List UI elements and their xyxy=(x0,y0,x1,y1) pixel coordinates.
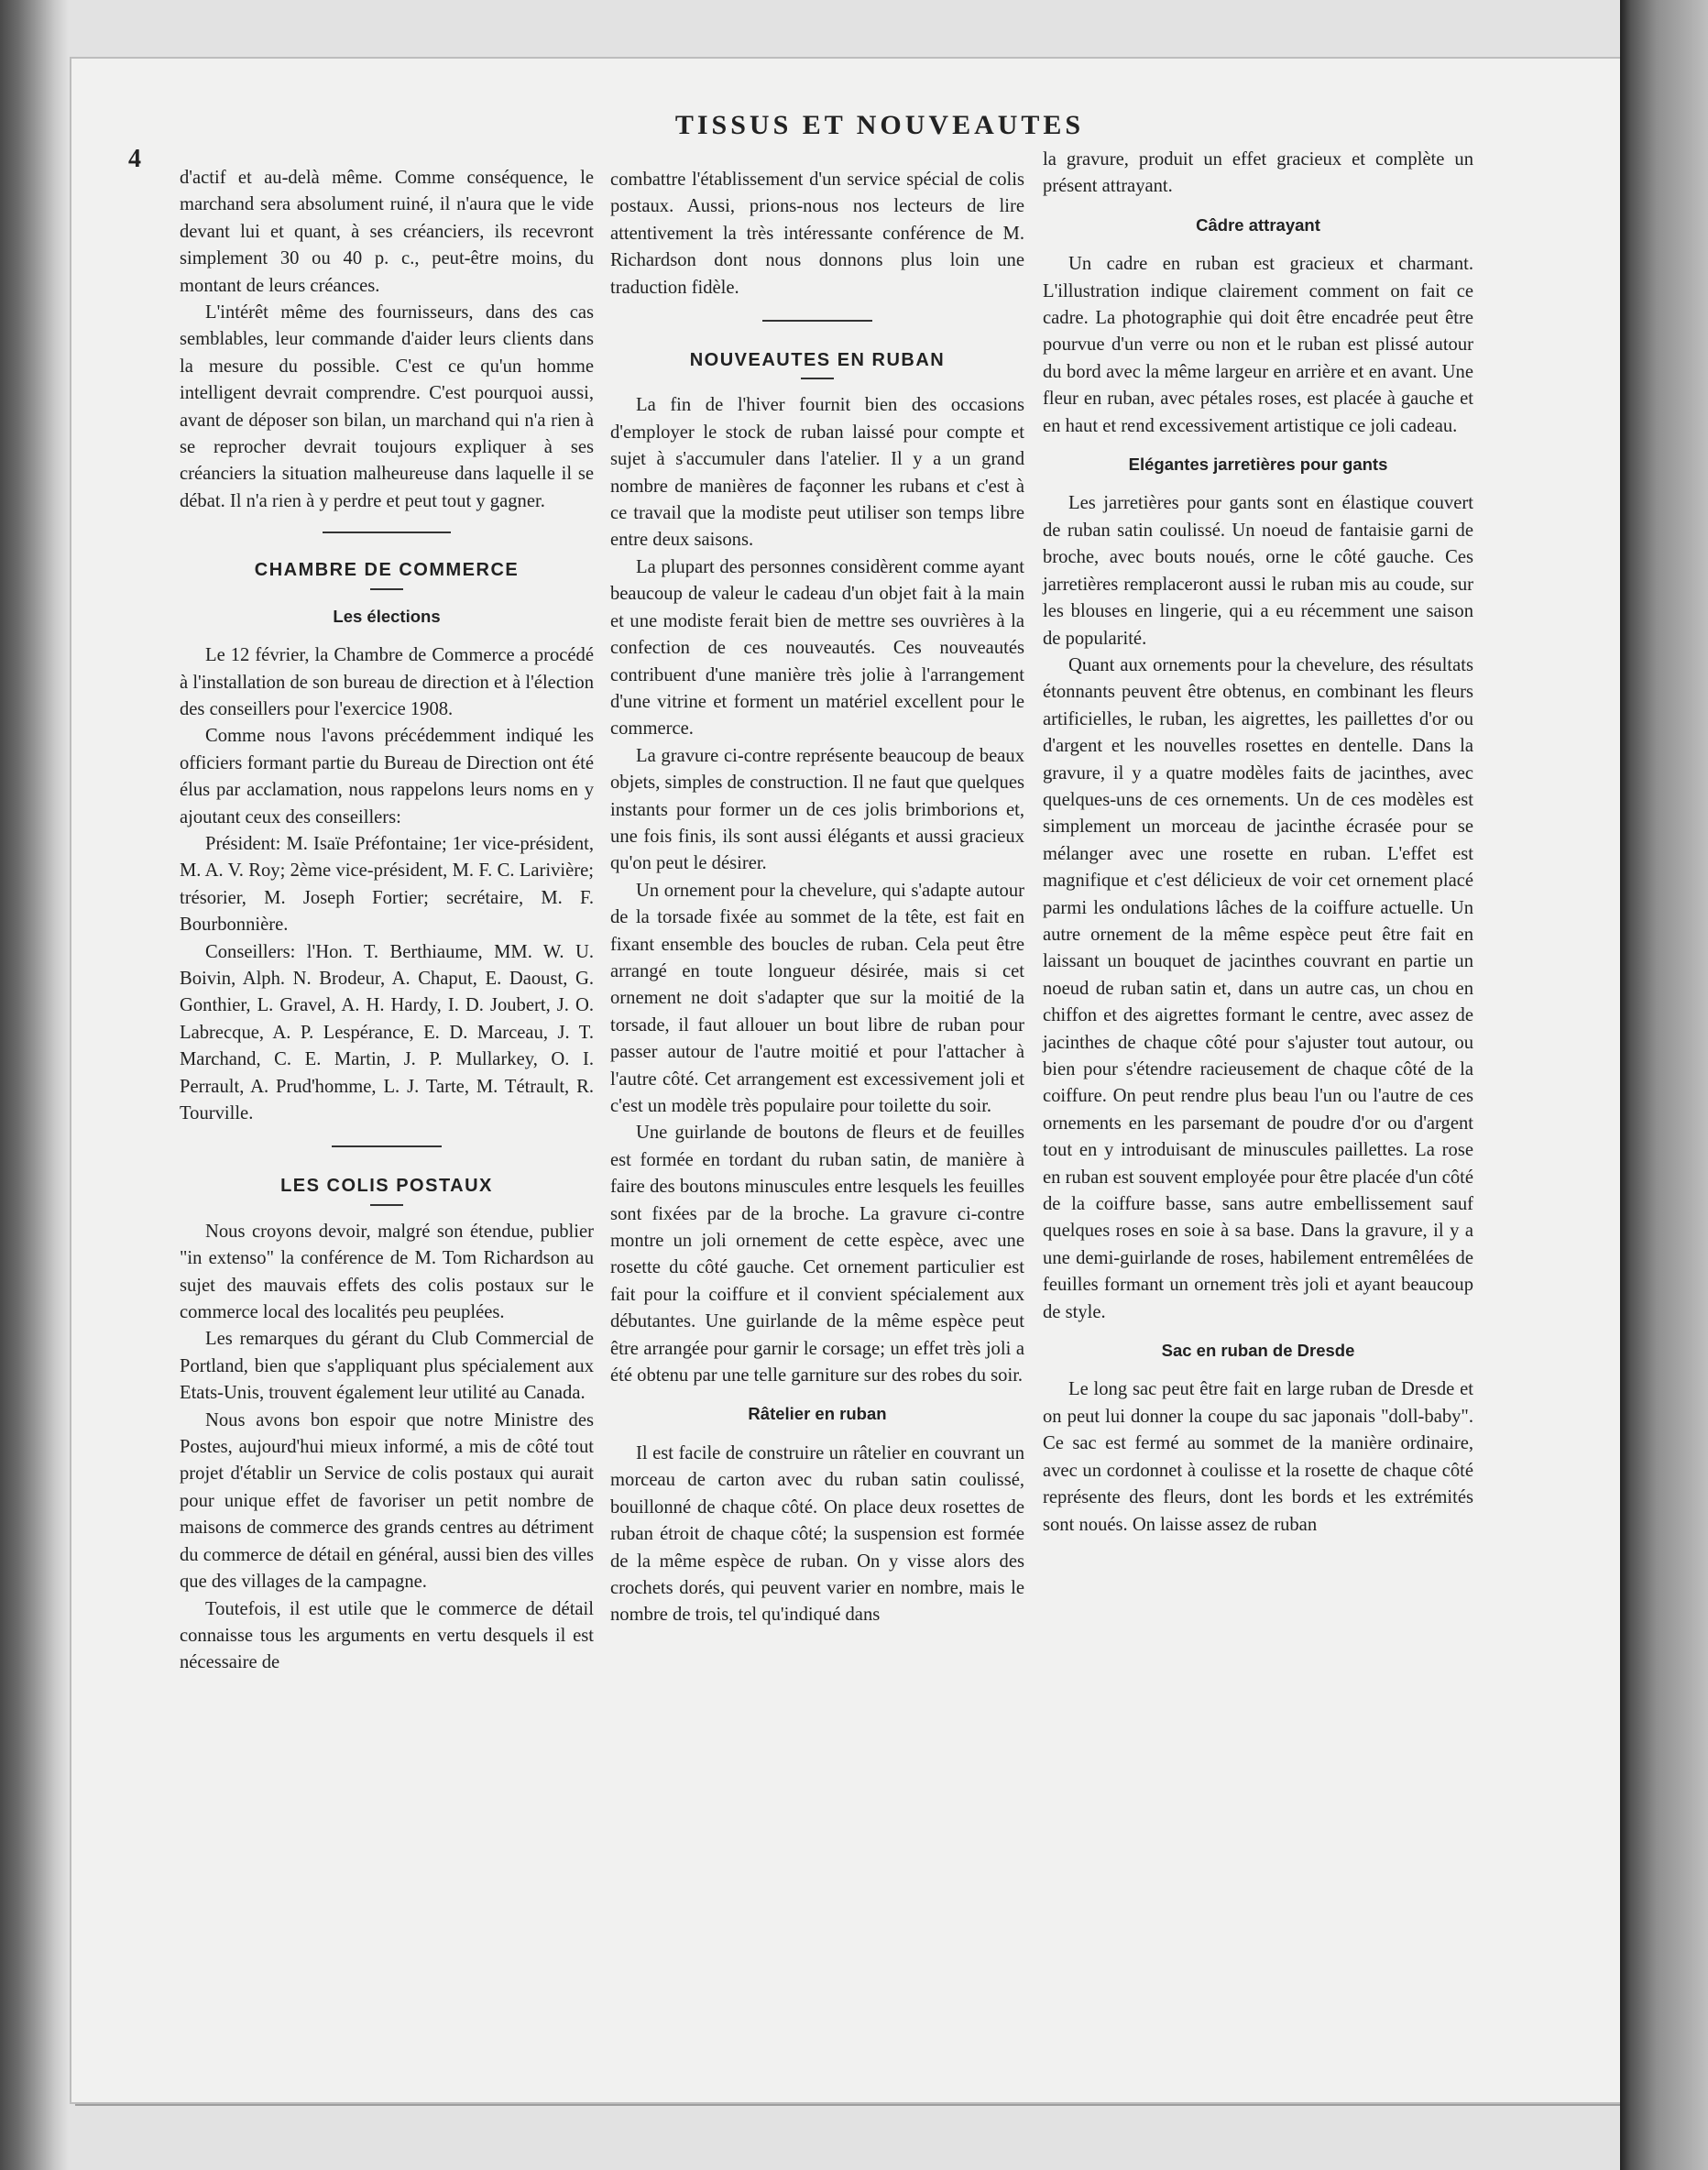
subheading-elections: Les élections xyxy=(333,606,441,626)
subheading-cadre: Câdre attrayant xyxy=(1196,214,1320,235)
paragraph: Conseillers: l'Hon. T. Berthiaume, MM. W. U. Boivin, Alph. N. Brodeur, A. Chaput, E. Daoust, G. Gonthier, L. Gravel, A. H. Hardy, I. D. Joubert, J. O. Labrecque, A. P. Lespérance, E. D. Marceau, J. T. Marchand, C. E. Martin, J. P. Mullarkey, O. I. Perrault, A. Prud'homme, L. J. Tarte, M. Tétrault, R. Tourville. xyxy=(180,941,594,1123)
paragraph: Une guirlande de boutons de fleurs et de feuilles est formée en tordant du ruban satin, de manière à faire des boutons minuscules entre lesquels les feuilles sont fixées par de la broche. La gravure ci-contre montre un joli ornement de cette espèce, avec une rosette du côté gauche. Cet ornement particulier est fait pour la coiffure et il convient spécialement aux débutantes. Une guirlande de la même espèce peut être arrangée pour garnir le corsage; un effet très joli a été obtenu par une telle garniture sur des robes du soir. xyxy=(610,1123,1024,1386)
section-heading-colis: LES COLIS POSTAUX xyxy=(280,1176,493,1197)
heading-rule xyxy=(370,1204,403,1206)
paragraph: Le 12 février, la Chambre de Commerce a procédé à l'installation de son bureau de direction et à l'élection des conseillers pour l'exercice 1908. xyxy=(180,645,594,719)
paragraph: Les jarretières pour gants sont en élastique couvert de ruban satin coulissé. Un noeud de fantaisie garni de broche, avec bouts noués, orne le côté gauche. Ces jarretières remplaceront aussi le ruban mis au coude, sur les blouses en lingerie, qui a eu récemment une saison de popularité. xyxy=(1043,493,1473,649)
paragraph: La fin de l'hiver fournit bien des occasions d'employer le stock de ruban laissé pour compte et sujet à s'accumuler dans l'atelier. Il y a un grand nombre de manières de façonner les rubans et c'est à ce travail que la modiste peut utiliser son temps libre entre deux saisons. xyxy=(610,395,1024,551)
paragraph: Le long sac peut être fait en large ruban de Dresde et on peut lui donner la coupe du sac japonais "doll-baby". Ce sac est fermé au sommet de la manière ordinaire, avec un cordonnet à coulisse et la rosette de chaque côté représente des fleurs, dont les bords et les extrémités sont noués. On laisse assez de ruban xyxy=(1043,1379,1473,1535)
paragraph: Quant aux ornements pour la chevelure, des résultats étonnants peuvent être obtenus, en combinant les fleurs artificielles, le ruban, les aigrettes, les paillettes d'or ou d'argent et les nouvelles rosettes en dentelle. Dans la gravure, il y a quatre modèles faits de jacinthes, avec quelques-uns de ces ornements. Un de ces modèles est simplement un morceau de jacinthe écrasée pour se mélanger avec une rosette en ruban. L'effet est magnifique et c'est délicieux de voir cet ornement placé parmi les ondulations lâches de la coiffure actuelle. Un autre ornement de la même espèce peut être fait en laissant un bouquet de jacinthes couvrant en partie un noeud de ruban satin et, dans un autre cas, un chou en chiffon et des aigrettes formant le centre, avec assez de jacinthes de chaque côté pour s'ajuster tout autour, ou bien pour s'étendre racieusement de chaque côté de la coiffure. On peut rendre plus beau l'un ou l'autre de ces ornements en les parsemant de poudre d'or ou d'argent tout en y introduisant de minuscules paillettes. La rose en ruban est souvent employée pour être placée d'un côté de la coiffure basse, sans autre embellissement sauf quelques roses en soie à sa base. Dans la gravure, il y a une demi-guirlande de roses, habilement entremêlées de feuilles formant un ornement très joli et ayant beaucoup de style. xyxy=(1043,654,1473,1322)
paragraph: Les remarques du gérant du Club Commercial de Portland, bien que s'appliquant plus spécialement aux Etats-Unis, trouvent également leur utilité au Canada. xyxy=(180,1329,594,1404)
page-edge-shadow xyxy=(1620,0,1708,2170)
section-divider xyxy=(332,1145,442,1147)
paragraph: Nous avons bon espoir que notre Ministre des Postes, aujourd'hui mieux informé, a mis de côté tout projet d'établir un Service de colis postaux qui aurait pour unique effet de favoriser un petit nombre de maisons de commerce des grands centres au détriment du commerce de détail en général, aussi bien des villes que des villages de la campagne. xyxy=(180,1409,594,1593)
paragraph: Un cadre en ruban est gracieux et charmant. L'illustration indique clairement comment on fait ce cadre. La photographie qui doit être encadrée peut être pourvue d'un verre ou non et le ruban est plissé autour du bord avec la même largeur en arrière et en avant. Une fleur en ruban, avec pétales roses, est placée à gauche et en haut et rend excessivement artistique ce joli cadeau. xyxy=(1043,254,1473,436)
paragraph: d'actif et au-delà même. Comme conséquence, le marchand sera absolument ruiné, il n'aura que le vide devant lui et quant, à ses créanciers, ils recevront simplement 30 ou 40 p. c., peut-être moins, du montant de leurs créances. xyxy=(180,168,594,296)
column-1 xyxy=(180,165,594,1677)
section-divider xyxy=(323,532,451,533)
column-2 xyxy=(610,167,1024,1629)
column-3 xyxy=(1043,147,1473,1539)
paragraph: Il est facile de construire un râtelier en couvrant un morceau de carton avec du ruban satin coulissé, bouillonné de chaque côté. On place deux rosettes de ruban étroit de chaque côté; la suspension est formée de la même espèce de ruban. On y visse alors des crochets dorés, qui peuvent varier en nombre, mais le nombre de trois, tel qu'indiqué dans xyxy=(610,1442,1024,1626)
paragraph: Président: M. Isaïe Préfontaine; 1er vice-président, M. A. V. Roy; 2ème vice-président, M. F. C. Larivière; trésorier, M. Joseph Fortier; secrétaire, M. F. Bourbonnière. xyxy=(180,833,594,936)
section-heading-nouveautes: NOUVEAUTES EN RUBAN xyxy=(689,350,946,371)
paragraph: Nous croyons devoir, malgré son étendue, publier "in extenso" la conférence de M. Tom Richardson au sujet des mauvais effets des colis postaux sur le commerce local des localités peu peuplées. xyxy=(180,1221,594,1323)
paragraph: La gravure ci-contre représente beaucoup de beaux objets, simples de construction. Il ne faut que quelques instants pour former un de ces jolis brimborions et, une fois finis, ils sont aussi élégants et aussi gracieux qu'on peut le désirer. xyxy=(610,745,1024,874)
page-number: 4 xyxy=(128,145,141,173)
section-divider xyxy=(762,320,872,322)
heading-rule xyxy=(370,588,403,590)
paragraph: Comme nous l'avons précédemment indiqué les officiers formant partie du Bureau de Direction ont été élus par acclamation, nous rappelons leurs noms en y ajoutant ceux des conseillers: xyxy=(180,726,594,827)
paragraph: la gravure, produit un effet gracieux et complète un présent attrayant. xyxy=(1043,149,1473,197)
paragraph: Toutefois, il est utile que le commerce de détail connaisse tous les arguments en vertu desquels il est nécessaire de xyxy=(180,1598,594,1673)
subheading-jarretieres: Elégantes jarretières pour gants xyxy=(1128,455,1388,475)
section-heading-chambre: CHAMBRE DE COMMERCE xyxy=(254,560,520,581)
paragraph: L'intérêt même des fournisseurs, dans des cas semblables, leur commande d'aider leurs clients dans la mesure du possible. C'est ce qu'un homme intelligent devrait comprendre. C'est pourquoi aussi, avant de déposer son bilan, un marchand qui n'a rien à se reprocher devrait toujours expliquer à ses créanciers la situation malheureuse dans laquelle il se débat. Il n'a rien à y perdre et peut tout y gagner. xyxy=(180,302,594,511)
paragraph: Un ornement pour la chevelure, qui s'adapte autour de la torsade fixée au sommet de la tête, est fait en fixant ensemble des boucles de ruban. Cela peut être arrangé en toute longueur désirée, mais si cet ornement ne doit s'adapter que sur la moitié de la torsade, il faut allouer un bout libre de ruban pour passer autour de l'autre moitié et pour l'attacher à l'autre côté. Cet arrangement est excessivement joli et c'est un modèle très populaire pour toilette du soir. xyxy=(610,880,1024,1116)
heading-rule xyxy=(801,378,834,379)
running-title: TISSUS ET NOUVEAUTES xyxy=(674,110,1085,140)
subheading-ratelier: Râtelier en ruban xyxy=(748,1404,887,1424)
subheading-sac: Sac en ruban de Dresde xyxy=(1161,1341,1355,1361)
paragraph: La plupart des personnes considèrent comme ayant beaucoup de valeur le cadeau d'un objet fait à la main et une modiste ferait bien de mettre ses ouvrières à la confection de ces nouveautés. Ces nouveautés contribuent d'une manière très jolie à l'arrangement d'une vitrine et forment un matériel excellent pour le commerce. xyxy=(610,556,1024,740)
paragraph: combattre l'établissement d'un service spécial de colis postaux. Aussi, prions-nous nos lecteurs de lire attentivement la très intéressante conférence de M. Richardson dont nous donnons plus loin une traduction fidèle. xyxy=(610,170,1024,298)
